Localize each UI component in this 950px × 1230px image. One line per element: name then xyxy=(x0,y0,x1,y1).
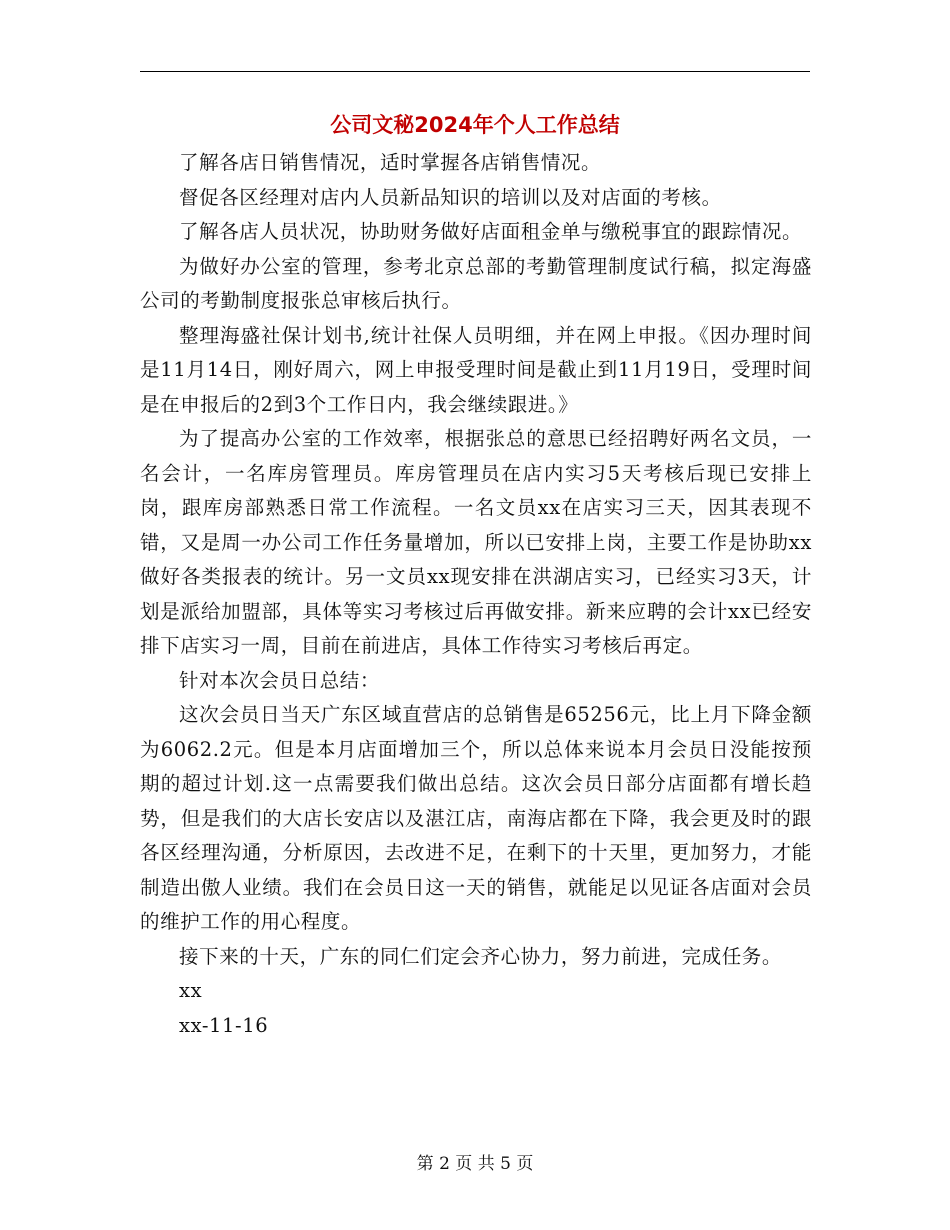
paragraph-2: 督促各区经理对店内人员新品知识的培训以及对店面的考核。 xyxy=(179,185,722,209)
paragraph-4: 为做好办公室的管理，参考北京总部的考勤管理制度试行稿，拟定海盛公司的考勤制度报张总审核后执行。 xyxy=(140,254,812,312)
document-title: 公司文秘2024年个人工作总结 xyxy=(330,113,620,137)
signature-name: xx xyxy=(179,979,203,1002)
paragraph-3: 了解各店人员状况，协助财务做好店面租金单与缴税事宜的跟踪情况。 xyxy=(179,220,803,243)
document-body xyxy=(140,146,812,1043)
header-rule xyxy=(140,71,810,72)
page-number: 第 2 页 共 5 页 xyxy=(416,1154,534,1174)
paragraph-6: 为了提高办公室的工作效率，根据张总的意思已经招聘好两名文员，一名会计，一名库房管理员。库房管理员在店内实习5天考核后现已安排上岗，跟库房部熟悉日常工作流程。一名文员xx在店实习三天，因其表现不错，又是周一办公司工作任务量增加，所以已安排上岗，主要工作是协助xx做好各类报表的统计。另一文员xx现安排在洪湖店实习，已经实习3天，计划是派给加盟部，具体等实习考核过后再做安排。新来应聘的会计xx已经安排下店实习一周，目前在前进店，具体工作待实习考核后再定。 xyxy=(140,427,812,657)
paragraph-9: 接下来的十天，广东的同仁们定会齐心协力，努力前进，完成任务。 xyxy=(179,944,783,968)
signature-date: xx-11-16 xyxy=(179,1013,269,1037)
paragraph-5: 整理海盛社保计划书,统计社保人员明细，并在网上申报。《因办理时间是11月14日，刚好周六，网上申报受理时间是截止到11月19日，受理时间是在申报后的2到3个工作日内，我会继续跟进。》 xyxy=(140,323,812,416)
paragraph-8: 这次会员日当天广东区域直营店的总销售是65256元，比上月下降金额为6062.2元。但是本月店面增加三个，所以总体来说本月会员日没能按预期的超过计划.这一点需要我们做出总结。这次会员日部分店面都有增长趋势，但是我们的大店长安店以及湛江店，南海店都在下降，我会更及时的跟各区经理沟通，分析原因，去改进不足，在剩下的十天里，更加努力，才能制造出傲人业绩。我们在会员日这一天的销售，就能足以见证各店面对会员的维护工作的用心程度。 xyxy=(140,703,812,933)
paragraph-1: 了解各店日销售情况，适时掌握各店销售情况。 xyxy=(179,151,602,174)
paragraph-7: 针对本次会员日总结： xyxy=(179,668,381,692)
